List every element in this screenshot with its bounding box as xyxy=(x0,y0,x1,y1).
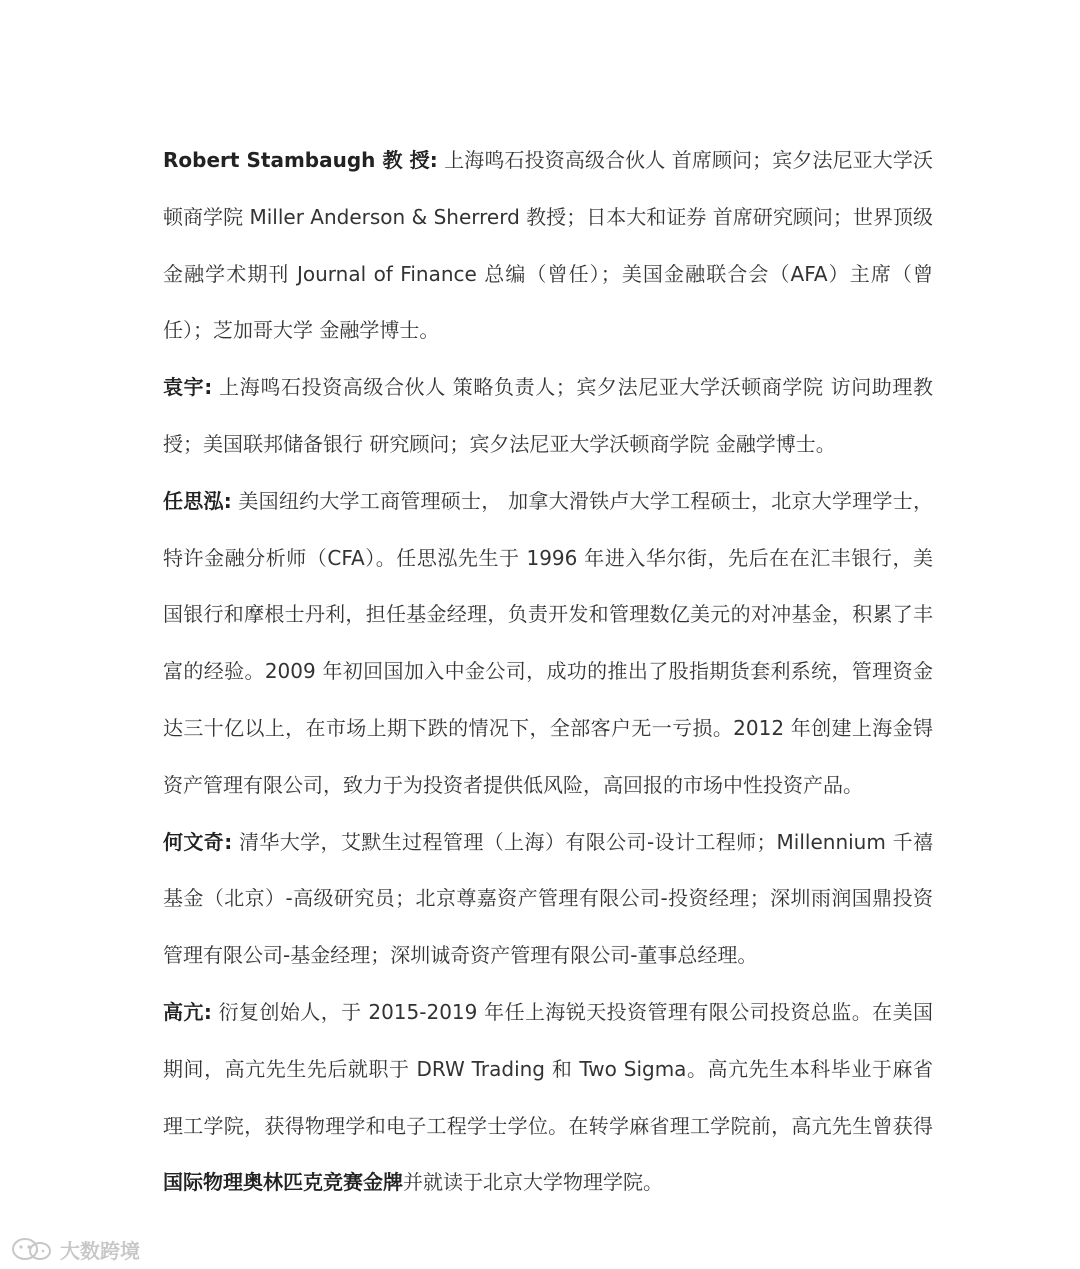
bio-robert-stambaugh xyxy=(163,132,933,359)
bio-name: 高亢: xyxy=(163,999,212,1024)
bio-list xyxy=(163,132,933,1211)
bio-text: 衍复创始人，于 2015-2019 年任上海锐天投资管理有限公司投资总监。在美国期间，高亢先生先后就职于 DRW Trading 和 Two Sigma。高亢先生本科毕业于麻省理工学院，获得物理学和电子工程学士学位。在转学麻省理工学院前，高亢先生曾获得 xyxy=(163,999,933,1138)
bio-text: 上海鸣石投资高级合伙人 首席顾问；宾夕法尼亚大学沃顿商学院 Miller Anderson & Sherrerd 教授；日本大和证券 首席研究顾问；世界顶级金融学术期刊 Journal of Finance 总编（曾任）；美国金融联合会（AFA）主席（曾任）；芝加哥大学 金融学博士。 xyxy=(163,148,933,343)
bio-name: Robert Stambaugh 教 授: xyxy=(163,148,438,172)
wechat-logo-icon xyxy=(10,1236,54,1262)
bio-gao-kang xyxy=(163,984,933,1211)
bio-he-wenqi xyxy=(163,814,933,984)
bio-yuan-yu xyxy=(163,359,933,473)
bio-text: 清华大学，艾默生过程管理（上海）有限公司-设计工程师；Millennium 千禧基金（北京）-高级研究员；北京尊嘉资产管理有限公司-投资经理；深圳雨润国鼎投资管理有限公司-基金经理；深圳诚奇资产管理有限公司-董事总经理。 xyxy=(163,829,934,968)
watermark-text: 大数跨境 xyxy=(60,1238,140,1263)
bio-ren-sihong xyxy=(163,473,933,814)
bio-name: 袁宇: xyxy=(163,375,213,400)
watermark xyxy=(10,1234,140,1264)
bio-name: 任思泓: xyxy=(163,488,232,513)
bio-name: 何文奇: xyxy=(163,829,233,854)
bio-emphasis: 国际物理奥林匹克竞赛金牌 xyxy=(163,1170,403,1195)
bio-text: 上海鸣石投资高级合伙人 策略负责人；宾夕法尼亚大学沃顿商学院 访问助理教授；美国联邦储备银行 研究顾问；宾夕法尼亚大学沃顿商学院 金融学博士。 xyxy=(163,375,934,456)
bio-text: 美国纽约大学工商管理硕士， 加拿大滑铁卢大学工程硕士，北京大学理学士，特许金融分析师（CFA）。任思泓先生于 1996 年进入华尔街，先后在在汇丰银行，美国银行和摩根士丹利，担任基金经理，负责开发和管理数亿美元的对冲基金，积累了丰富的经验。2009 年初回国加入中金公司，成功的推出了股指期货套利系统，管理资金达三十亿以上，在市场上期下跌的情况下，全部客户无一亏损。2012 年创建上海金锝资产管理有限公司，致力于为投资者提供低风险，高回报的市场中性投资产品。 xyxy=(163,488,933,797)
bio-tail: 并就读于北京大学物理学院。 xyxy=(403,1170,663,1195)
